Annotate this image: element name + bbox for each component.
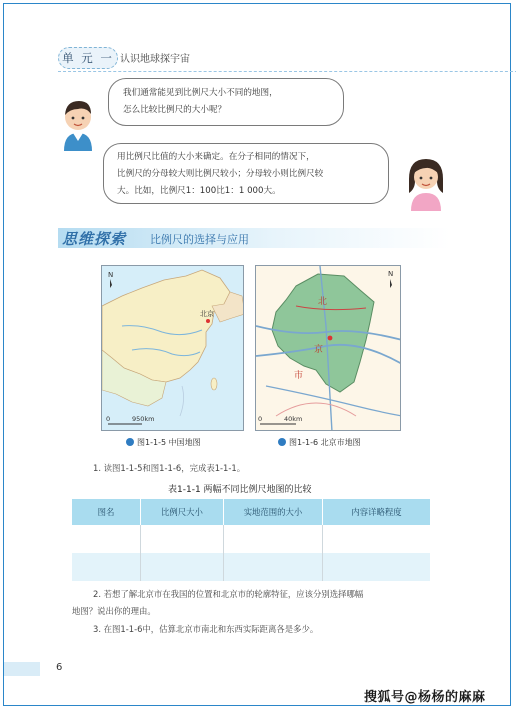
china-map-capital-label: 北京 — [200, 310, 214, 318]
china-map-caption — [126, 437, 201, 448]
table-header-cell: 图名 — [72, 499, 141, 525]
page-number-band — [4, 662, 40, 676]
table-header-cell: 内容详略程度 — [323, 499, 431, 525]
table-cell — [323, 553, 431, 581]
comparison-table — [72, 499, 430, 581]
girl-line-3: 大。比如，比例尺1：100比1：1 000大。 — [117, 186, 281, 196]
section-title: 思维探索 — [62, 230, 127, 248]
beijing-label-1: 北 — [318, 297, 328, 307]
table-header-cell: 实地范围的大小 — [224, 499, 323, 525]
girl-illustration — [403, 153, 449, 213]
table-cell — [224, 553, 323, 581]
girl-line-1: 用比例尺比值的大小来确定。在分子相同的情况下， — [117, 152, 315, 162]
china-scale-value: 950km — [132, 415, 155, 423]
beijing-scale-value: 40km — [284, 415, 303, 423]
section-subtitle: 比例尺的选择与应用 — [150, 233, 249, 246]
table-row — [72, 553, 430, 581]
table-cell — [72, 553, 141, 581]
header-divider — [58, 71, 516, 72]
china-north-arrow: N — [108, 271, 114, 279]
beijing-label-2: 京 — [314, 345, 324, 355]
beijing-scale-zero: 0 — [258, 415, 263, 423]
table-cell — [323, 525, 431, 553]
question-2-line-2: 地图？说出你的理由。 — [72, 606, 156, 616]
table-header-cell: 比例尺大小 — [141, 499, 224, 525]
boy-speech-bubble — [108, 78, 344, 126]
table-cell — [72, 525, 141, 553]
beijing-caption-text: 图1-1-6 北京市地图 — [289, 438, 361, 447]
table-title: 表1-1-1 两幅不同比例尺地图的比较 — [168, 485, 312, 495]
question-3: 3. 在图1-1-6中，估算北京市南北和东西实际距离各是多少。 — [93, 624, 319, 634]
beijing-map-drawing — [256, 266, 401, 431]
section-heading — [58, 228, 450, 250]
china-map — [101, 265, 244, 431]
table-header-row — [72, 499, 430, 525]
question-2-line-1: 2. 若想了解北京市在我国的位置和北京市的轮廓特征，应该分别选择哪幅 — [93, 589, 364, 599]
caption-dot-icon — [278, 438, 286, 446]
table-cell — [224, 525, 323, 553]
beijing-map-caption — [278, 437, 361, 448]
boy-line-1: 我们通常能见到比例尺大小不同的地图， — [123, 88, 278, 98]
boy-line-2: 怎么比较比例尺的大小呢？ — [123, 105, 227, 115]
china-caption-text: 图1-1-5 中国地图 — [137, 438, 201, 447]
beijing-map — [255, 265, 401, 431]
unit-title: 认识地球探宇宙 — [120, 54, 190, 65]
beijing-label-3: 市 — [294, 371, 304, 381]
girl-speech-bubble — [103, 143, 389, 204]
question-1: 1. 读图1-1-5和图1-1-6，完成表1-1-1。 — [93, 463, 246, 473]
page-number: 6 — [56, 662, 63, 673]
caption-dot-icon — [126, 438, 134, 446]
table-row — [72, 525, 430, 553]
table-cell — [141, 525, 224, 553]
unit-header — [58, 47, 516, 69]
unit-label: 单 元 一 — [58, 47, 118, 69]
china-scale-zero: 0 — [106, 415, 111, 423]
table-cell — [141, 553, 224, 581]
watermark: 搜狐号@杨杨的麻麻 — [364, 690, 486, 705]
beijing-north-arrow: N — [388, 270, 394, 278]
girl-line-2: 比例尺的分母较大则比例尺较小；分母较小则比例尺较 — [117, 169, 324, 179]
boy-illustration — [58, 95, 98, 153]
china-map-drawing — [102, 266, 244, 431]
